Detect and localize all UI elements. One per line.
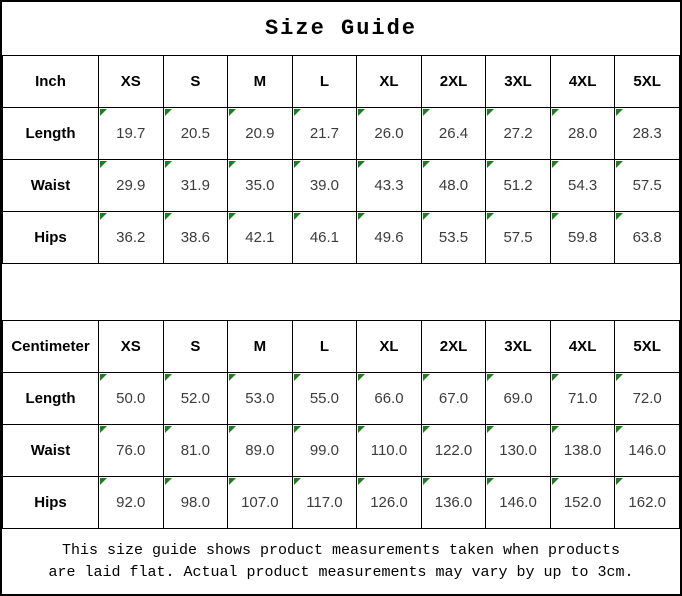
page-title: Size Guide (264, 16, 418, 41)
cell-marker-icon (358, 213, 365, 220)
size-header-l: L (292, 321, 357, 373)
cell-marker-icon (487, 109, 494, 116)
footer-note (2, 529, 680, 594)
measurement-cell (486, 108, 551, 160)
measurement-cell (99, 212, 164, 264)
cell-marker-icon (616, 109, 623, 116)
cell-value: 126.0 (370, 494, 408, 511)
measurement-cell (99, 160, 164, 212)
cell-marker-icon (552, 109, 559, 116)
measurement-cell (228, 212, 293, 264)
cm-table-body (3, 321, 680, 529)
measurement-cell (421, 160, 486, 212)
cell-marker-icon (487, 426, 494, 433)
size-header-3xl: 3XL (486, 56, 551, 108)
inch-size-table (2, 55, 680, 264)
measurement-cell (550, 425, 615, 477)
cell-value: 63.8 (632, 229, 662, 246)
cell-value: 57.5 (503, 229, 533, 246)
size-header-l: L (292, 56, 357, 108)
cell-value: 27.2 (503, 125, 533, 142)
size-header-m: M (228, 56, 293, 108)
size-header-5xl: 5XL (615, 56, 680, 108)
cell-marker-icon (423, 109, 430, 116)
row-label: Waist (3, 160, 99, 212)
cell-marker-icon (552, 478, 559, 485)
cell-marker-icon (294, 426, 301, 433)
inch-table-row-waist (3, 160, 680, 212)
cell-marker-icon (487, 374, 494, 381)
row-label: Length (3, 108, 99, 160)
cell-value: 117.0 (306, 494, 343, 511)
cell-marker-icon (358, 478, 365, 485)
cell-value: 29.9 (116, 177, 146, 194)
measurement-cell (99, 373, 164, 425)
cell-marker-icon (229, 426, 236, 433)
measurement-cell (357, 108, 422, 160)
cell-value: 39.0 (309, 177, 340, 194)
cell-value: 28.0 (568, 125, 598, 142)
cell-marker-icon (100, 478, 107, 485)
cell-marker-icon (229, 109, 236, 116)
measurement-cell (292, 425, 357, 477)
measurement-cell (163, 477, 228, 529)
cell-marker-icon (229, 478, 236, 485)
cell-marker-icon (294, 478, 301, 485)
footer-line-1: This size guide shows product measurements taken when products (61, 541, 621, 559)
cell-marker-icon (294, 109, 301, 116)
cell-value: 136.0 (434, 494, 473, 511)
cm-table-header-row (3, 321, 680, 373)
inch-table-header-row (3, 56, 680, 108)
cell-value: 54.3 (568, 177, 598, 194)
size-header-5xl: 5XL (615, 321, 680, 373)
cell-marker-icon (487, 161, 494, 168)
size-header-3xl: 3XL (486, 321, 551, 373)
cell-value: 38.6 (180, 229, 210, 246)
cell-value: 52.0 (180, 390, 210, 407)
cell-marker-icon (487, 213, 494, 220)
row-label: Hips (3, 212, 99, 264)
cell-value: 49.6 (374, 229, 404, 246)
measurement-cell (292, 108, 357, 160)
measurement-cell (615, 477, 680, 529)
measurement-cell (163, 425, 228, 477)
measurement-cell (486, 212, 551, 264)
cell-value: 21.7 (309, 125, 340, 142)
cell-value: 28.3 (632, 125, 662, 142)
cell-value: 146.0 (628, 442, 666, 459)
measurement-cell (421, 108, 486, 160)
cell-marker-icon (294, 161, 301, 168)
footer-line-2: are laid flat. Actual product measurements may vary by up to 3cm. (48, 563, 634, 581)
title-row (2, 2, 680, 55)
cell-marker-icon (165, 109, 172, 116)
cell-marker-icon (552, 426, 559, 433)
cell-marker-icon (100, 109, 107, 116)
cell-value: 35.0 (245, 177, 275, 194)
measurement-cell (163, 108, 228, 160)
cell-marker-icon (100, 426, 107, 433)
cell-value: 107.0 (241, 494, 279, 511)
inch-table-body (3, 56, 680, 264)
cell-marker-icon (423, 478, 430, 485)
cell-value: 53.0 (245, 390, 275, 407)
cell-value: 53.5 (438, 229, 469, 246)
cm-table-row-length (3, 373, 680, 425)
cell-value: 46.1 (309, 229, 340, 246)
measurement-cell (292, 373, 357, 425)
cell-marker-icon (423, 374, 430, 381)
measurement-cell (421, 373, 486, 425)
measurement-cell (615, 425, 680, 477)
measurement-cell (357, 477, 422, 529)
cell-value: 59.8 (568, 229, 598, 246)
measurement-cell (550, 108, 615, 160)
measurement-cell (486, 373, 551, 425)
unit-label: Centimeter (3, 321, 99, 373)
cell-value: 162.0 (628, 494, 666, 511)
cell-value: 19.7 (116, 125, 146, 142)
cell-value: 152.0 (563, 494, 602, 511)
size-header-2xl: 2XL (421, 321, 486, 373)
cell-value: 92.0 (116, 494, 146, 511)
row-label: Length (3, 373, 99, 425)
cell-value: 20.9 (245, 125, 275, 142)
cell-value: 146.0 (499, 494, 537, 511)
measurement-cell (486, 425, 551, 477)
measurement-cell (99, 477, 164, 529)
measurement-cell (99, 425, 164, 477)
cell-value: 99.0 (309, 442, 340, 459)
cell-marker-icon (616, 478, 623, 485)
measurement-cell (228, 425, 293, 477)
cell-value: 36.2 (116, 229, 146, 246)
measurement-cell (292, 212, 357, 264)
cell-value: 81.0 (180, 442, 210, 459)
measurement-cell (99, 108, 164, 160)
size-header-xs: XS (99, 321, 164, 373)
unit-label: Inch (3, 56, 99, 108)
measurement-cell (615, 373, 680, 425)
inch-table-row-hips (3, 212, 680, 264)
cell-value: 55.0 (309, 390, 340, 407)
cell-marker-icon (423, 426, 430, 433)
cell-value: 31.9 (180, 177, 210, 194)
cell-marker-icon (165, 374, 172, 381)
cell-value: 26.0 (374, 125, 404, 142)
cell-value: 76.0 (116, 442, 146, 459)
cell-marker-icon (100, 161, 107, 168)
measurement-cell (421, 212, 486, 264)
cell-marker-icon (616, 161, 623, 168)
cell-value: 72.0 (632, 390, 662, 407)
cell-marker-icon (358, 374, 365, 381)
cell-value: 110.0 (370, 442, 408, 459)
measurement-cell (292, 477, 357, 529)
cm-table-row-hips (3, 477, 680, 529)
size-header-4xl: 4XL (550, 321, 615, 373)
cell-marker-icon (423, 161, 430, 168)
cell-value: 66.0 (374, 390, 404, 407)
measurement-cell (550, 160, 615, 212)
measurement-cell (421, 477, 486, 529)
measurement-cell (615, 108, 680, 160)
size-header-4xl: 4XL (550, 56, 615, 108)
measurement-cell (486, 160, 551, 212)
cell-marker-icon (487, 478, 494, 485)
cell-marker-icon (552, 161, 559, 168)
cell-marker-icon (294, 374, 301, 381)
measurement-cell (163, 373, 228, 425)
table-spacer (2, 264, 680, 320)
size-header-xl: XL (357, 56, 422, 108)
cell-value: 51.2 (503, 177, 533, 194)
measurement-cell (228, 160, 293, 212)
inch-table-row-length (3, 108, 680, 160)
measurement-cell (421, 425, 486, 477)
cell-value: 57.5 (632, 177, 662, 194)
measurement-cell (228, 477, 293, 529)
measurement-cell (163, 212, 228, 264)
measurement-cell (615, 160, 680, 212)
cell-value: 42.1 (245, 229, 275, 246)
cell-marker-icon (616, 374, 623, 381)
cell-marker-icon (165, 213, 172, 220)
row-label: Hips (3, 477, 99, 529)
cell-value: 69.0 (503, 390, 533, 407)
cell-value: 43.3 (374, 177, 404, 194)
measurement-cell (228, 108, 293, 160)
cm-size-table (2, 320, 680, 529)
size-header-xs: XS (99, 56, 164, 108)
cell-marker-icon (423, 213, 430, 220)
cell-value: 26.4 (438, 125, 469, 142)
cell-value: 98.0 (180, 494, 210, 511)
cell-marker-icon (100, 374, 107, 381)
size-header-xl: XL (357, 321, 422, 373)
measurement-cell (550, 373, 615, 425)
cell-value: 48.0 (438, 177, 469, 194)
cell-value: 138.0 (563, 442, 602, 459)
cell-marker-icon (358, 161, 365, 168)
cell-marker-icon (552, 374, 559, 381)
cell-marker-icon (165, 478, 172, 485)
row-label: Waist (3, 425, 99, 477)
measurement-cell (615, 212, 680, 264)
measurement-cell (163, 160, 228, 212)
cell-marker-icon (229, 374, 236, 381)
measurement-cell (550, 477, 615, 529)
cell-marker-icon (165, 426, 172, 433)
measurement-cell (357, 373, 422, 425)
measurement-cell (357, 160, 422, 212)
measurement-cell (357, 425, 422, 477)
cell-marker-icon (100, 213, 107, 220)
cell-value: 50.0 (116, 390, 146, 407)
cell-marker-icon (229, 213, 236, 220)
measurement-cell (292, 160, 357, 212)
cell-marker-icon (616, 213, 623, 220)
cell-marker-icon (165, 161, 172, 168)
cell-value: 89.0 (245, 442, 275, 459)
cell-value: 20.5 (180, 125, 210, 142)
measurement-cell (228, 373, 293, 425)
size-header-2xl: 2XL (421, 56, 486, 108)
size-header-m: M (228, 321, 293, 373)
cell-value: 130.0 (499, 442, 537, 459)
size-header-s: S (163, 56, 228, 108)
measurement-cell (357, 212, 422, 264)
cell-value: 122.0 (434, 442, 473, 459)
cell-value: 71.0 (568, 390, 598, 407)
size-header-s: S (163, 321, 228, 373)
measurement-cell (550, 212, 615, 264)
cell-value: 67.0 (438, 390, 469, 407)
measurement-cell (486, 477, 551, 529)
cell-marker-icon (294, 213, 301, 220)
cell-marker-icon (229, 161, 236, 168)
cell-marker-icon (358, 426, 365, 433)
cell-marker-icon (616, 426, 623, 433)
cell-marker-icon (552, 213, 559, 220)
cell-marker-icon (358, 109, 365, 116)
cm-table-row-waist (3, 425, 680, 477)
